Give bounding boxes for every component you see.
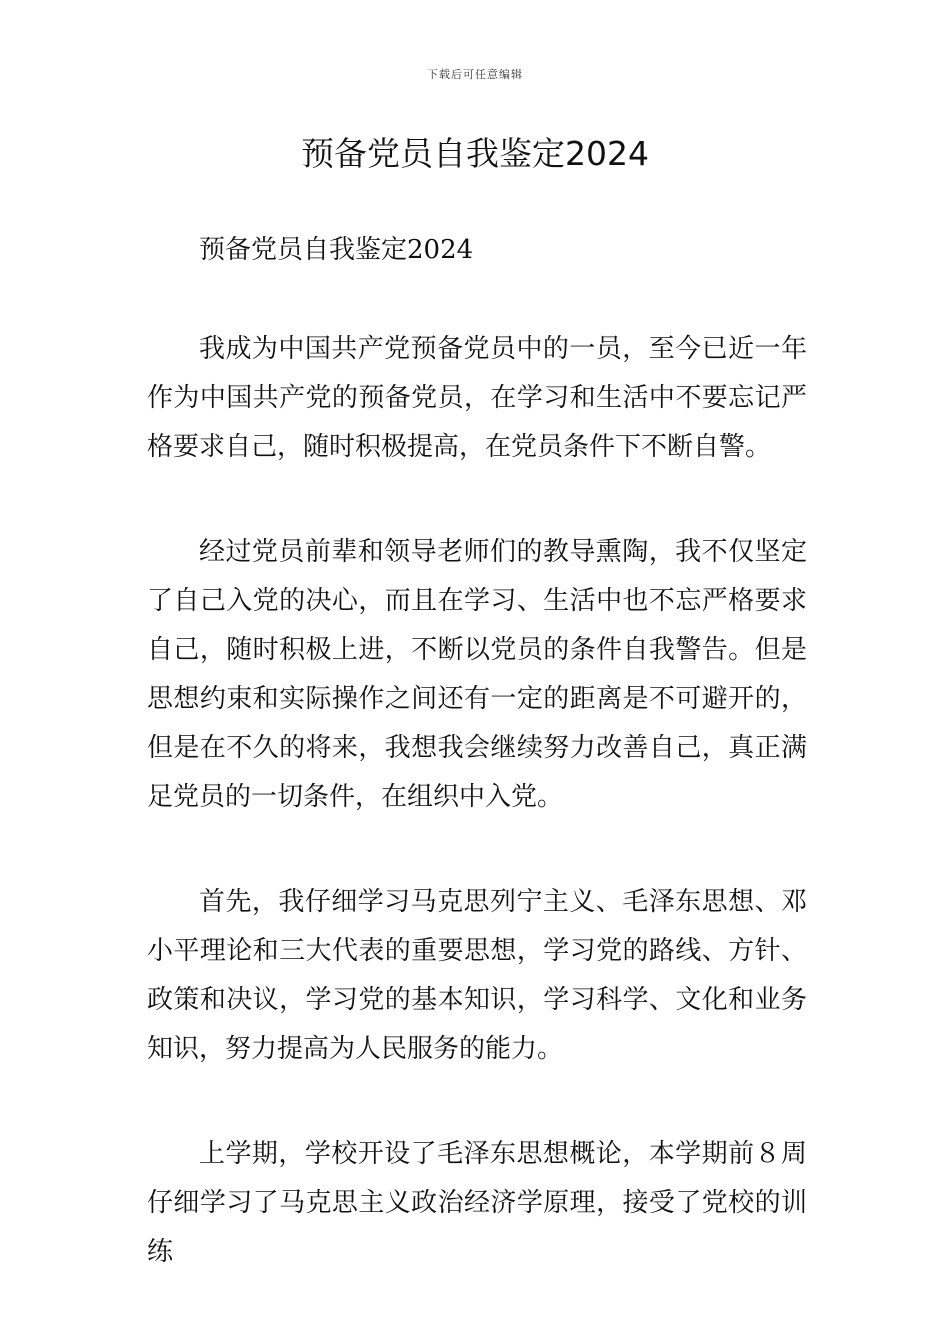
body-paragraph: 上学期，学校开设了毛泽东思想概论，本学期前８周仔细学习了马克思主义政治经济学原理，接受了党校的训练 [147,1139,807,1267]
body-subtitle-paragraph: 预备党员自我鉴定2024 [199,235,474,265]
body-paragraph: 经过党员前辈和领导老师们的教导熏陶，我不仅坚定了自己入党的决心，而且在学习、生活中也不忘严格要求自己，随时积极上进，不断以党员的条件自我警告。但是思想约束和实际操作之间还有一定的距离是不可避开的，但是在不久的将来，我想我会继续努力改善自己，真正满足党员的一切条件，在组织中入党。 [147,537,807,812]
header-note: 下载后可任意编辑 [427,68,523,81]
body-paragraph: 首先，我仔细学习马克思列宁主义、毛泽东思想、邓小平理论和三大代表的重要思想，学习党的路线、方针、政策和决议，学习党的基本知识，学习科学、文化和业务知识，努力提高为人民服务的能力。 [147,887,807,1064]
body-paragraph: 我成为中国共产党预备党员中的一员，至今已近一年作为中国共产党的预备党员，在学习和生活中不要忘记严格要求自己，随时积极提高，在党员条件下不断自警。 [147,334,807,462]
document-body [147,226,807,1333]
document-title: 预备党员自我鉴定2024 [301,134,649,173]
